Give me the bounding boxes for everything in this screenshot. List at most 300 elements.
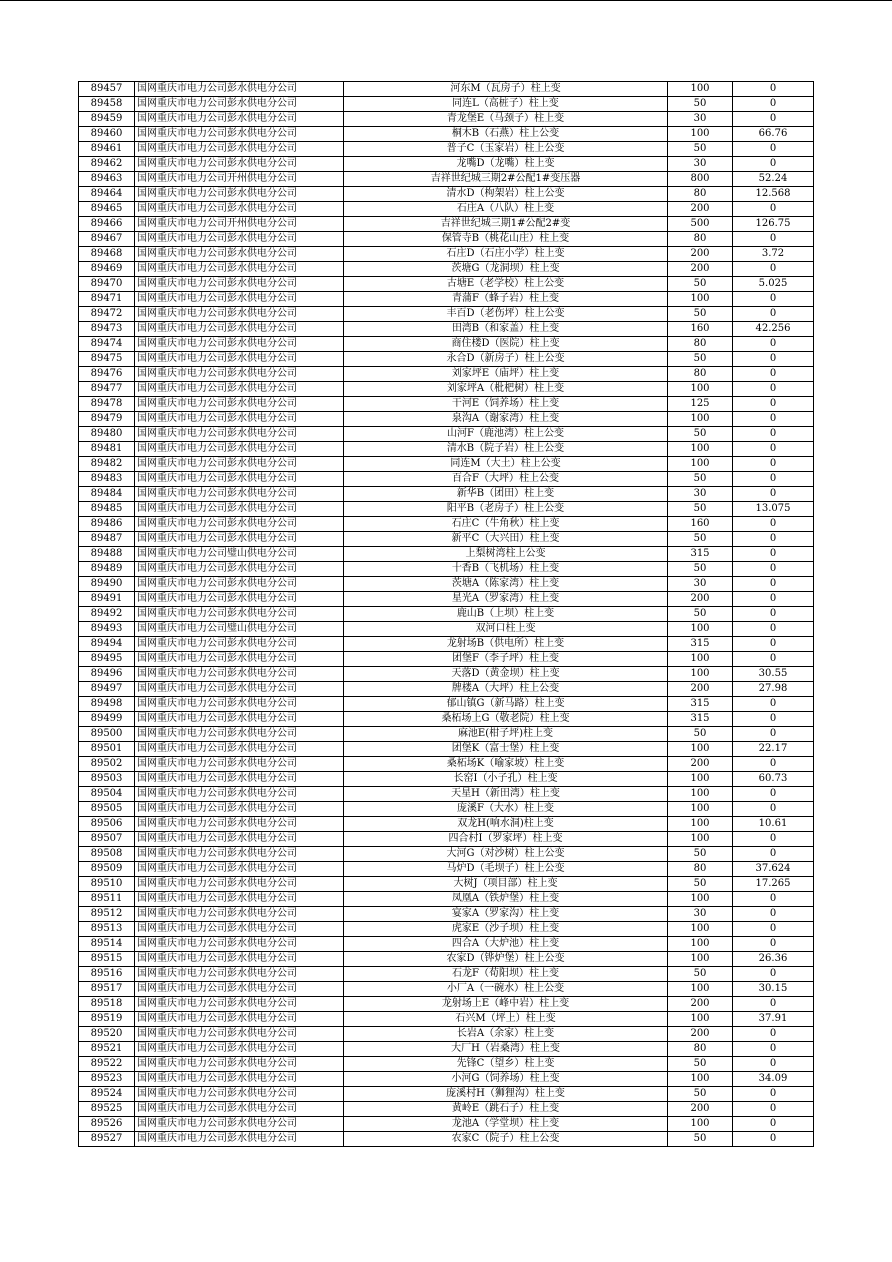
capacity-cell: 50	[668, 562, 733, 577]
table-row	[79, 952, 814, 967]
table-row	[79, 712, 814, 727]
value-cell: 0	[733, 367, 814, 382]
table-row	[79, 982, 814, 997]
row-id-cell: 89494	[79, 637, 135, 652]
transformer-name-cell: 石庄A（八队）柱上变	[344, 202, 668, 217]
transformer-name-cell: 丰百D（老伤坪）柱上公变	[344, 307, 668, 322]
row-id-cell: 89527	[79, 1132, 135, 1147]
value-cell: 0	[733, 907, 814, 922]
transformer-name-cell: 石兴M（坪上）柱上变	[344, 1012, 668, 1027]
transformer-name-cell: 泉沟A（谢家湾）柱上变	[344, 412, 668, 427]
table-row	[79, 877, 814, 892]
transformer-name-cell: 吉祥世纪城三期2#公配1#变压器	[344, 172, 668, 187]
company-cell: 国网重庆市电力公司彭水供电分公司	[135, 142, 344, 157]
row-id-cell: 89489	[79, 562, 135, 577]
table-row	[79, 697, 814, 712]
row-id-cell: 89469	[79, 262, 135, 277]
transformer-name-cell: 新平C（大兴田）柱上变	[344, 532, 668, 547]
table-row	[79, 442, 814, 457]
value-cell: 0	[733, 937, 814, 952]
transformer-name-cell: 小河G（饲养场）柱上变	[344, 1072, 668, 1087]
transformer-name-cell: 桐木B（石燕）柱上公变	[344, 127, 668, 142]
value-cell: 0	[733, 1102, 814, 1117]
capacity-cell: 200	[668, 202, 733, 217]
company-cell: 国网重庆市电力公司彭水供电分公司	[135, 892, 344, 907]
table-row	[79, 202, 814, 217]
transformer-name-cell: 永合D（新房子）柱上公变	[344, 352, 668, 367]
table-row	[79, 742, 814, 757]
transformer-name-cell: 长窑I（小子孔）柱上变	[344, 772, 668, 787]
transformer-name-cell: 清水B（院子岩）柱上公变	[344, 442, 668, 457]
row-id-cell: 89511	[79, 892, 135, 907]
transformer-name-cell: 阳平B（老房子）柱上公变	[344, 502, 668, 517]
company-cell: 国网重庆市电力公司彭水供电分公司	[135, 607, 344, 622]
transformer-name-cell: 茨塘G（龙洞坝）柱上变	[344, 262, 668, 277]
company-cell: 国网重庆市电力公司彭水供电分公司	[135, 562, 344, 577]
capacity-cell: 80	[668, 1042, 733, 1057]
table-row	[79, 637, 814, 652]
table-row	[79, 1132, 814, 1147]
row-id-cell: 89491	[79, 592, 135, 607]
value-cell: 22.17	[733, 742, 814, 757]
company-cell: 国网重庆市电力公司彭水供电分公司	[135, 1012, 344, 1027]
company-cell: 国网重庆市电力公司彭水供电分公司	[135, 1072, 344, 1087]
capacity-cell: 315	[668, 637, 733, 652]
value-cell: 0	[733, 577, 814, 592]
table-row	[79, 1057, 814, 1072]
transformer-name-cell: 河东M（瓦房子）柱上变	[344, 82, 668, 97]
value-cell: 126.75	[733, 217, 814, 232]
table-row	[79, 172, 814, 187]
capacity-cell: 200	[668, 262, 733, 277]
transformer-name-cell: 清水D（枸架岩）柱上公变	[344, 187, 668, 202]
row-id-cell: 89485	[79, 502, 135, 517]
value-cell: 0	[733, 757, 814, 772]
value-cell: 34.09	[733, 1072, 814, 1087]
value-cell: 0	[733, 1042, 814, 1057]
transformer-name-cell: 牌楼A（大坪）柱上公变	[344, 682, 668, 697]
row-id-cell: 89461	[79, 142, 135, 157]
value-cell: 0	[733, 427, 814, 442]
company-cell: 国网重庆市电力公司彭水供电分公司	[135, 1132, 344, 1147]
table-row	[79, 397, 814, 412]
capacity-cell: 100	[668, 787, 733, 802]
table-row	[79, 97, 814, 112]
capacity-cell: 200	[668, 1027, 733, 1042]
table-row	[79, 277, 814, 292]
capacity-cell: 100	[668, 457, 733, 472]
transformer-name-cell: 大河G（对沙树）柱上公变	[344, 847, 668, 862]
capacity-cell: 100	[668, 622, 733, 637]
capacity-cell: 200	[668, 247, 733, 262]
capacity-cell: 50	[668, 877, 733, 892]
table-row	[79, 427, 814, 442]
row-id-cell: 89508	[79, 847, 135, 862]
row-id-cell: 89500	[79, 727, 135, 742]
capacity-cell: 100	[668, 412, 733, 427]
table-row	[79, 262, 814, 277]
transformer-name-cell: 吉祥世纪城三期1#公配2#变	[344, 217, 668, 232]
table-row	[79, 517, 814, 532]
transformer-name-cell: 古塘E（老学校）柱上公变	[344, 277, 668, 292]
transformer-name-cell: 田湾B（和家盖）柱上变	[344, 322, 668, 337]
company-cell: 国网重庆市电力公司彭水供电分公司	[135, 817, 344, 832]
value-cell: 0	[733, 412, 814, 427]
row-id-cell: 89496	[79, 667, 135, 682]
table-row	[79, 802, 814, 817]
company-cell: 国网重庆市电力公司彭水供电分公司	[135, 652, 344, 667]
table-row	[79, 247, 814, 262]
transformer-name-cell: 青蒲F（蜂子岩）柱上变	[344, 292, 668, 307]
transformer-name-cell: 保管寺B（桃花山庄）柱上变	[344, 232, 668, 247]
table-row	[79, 757, 814, 772]
company-cell: 国网重庆市电力公司彭水供电分公司	[135, 382, 344, 397]
row-id-cell: 89482	[79, 457, 135, 472]
company-cell: 国网重庆市电力公司彭水供电分公司	[135, 637, 344, 652]
transformer-name-cell: 同连L（高桩子）柱上变	[344, 97, 668, 112]
value-cell: 0	[733, 607, 814, 622]
value-cell: 10.61	[733, 817, 814, 832]
capacity-cell: 100	[668, 982, 733, 997]
company-cell: 国网重庆市电力公司彭水供电分公司	[135, 1102, 344, 1117]
value-cell: 0	[733, 622, 814, 637]
row-id-cell: 89477	[79, 382, 135, 397]
row-id-cell: 89513	[79, 922, 135, 937]
table-row	[79, 292, 814, 307]
row-id-cell: 89492	[79, 607, 135, 622]
capacity-cell: 100	[668, 1072, 733, 1087]
row-id-cell: 89468	[79, 247, 135, 262]
transformer-name-cell: 天落D（黄金坝）柱上变	[344, 667, 668, 682]
company-cell: 国网重庆市电力公司彭水供电分公司	[135, 667, 344, 682]
transformer-name-cell: 刘家坪E（庙坪）柱上变	[344, 367, 668, 382]
row-id-cell: 89479	[79, 412, 135, 427]
row-id-cell: 89488	[79, 547, 135, 562]
transformer-name-cell: 虎家E（沙子坝）柱上变	[344, 922, 668, 937]
company-cell: 国网重庆市电力公司彭水供电分公司	[135, 922, 344, 937]
table-row	[79, 232, 814, 247]
capacity-cell: 100	[668, 772, 733, 787]
table-row	[79, 1102, 814, 1117]
capacity-cell: 100	[668, 1117, 733, 1132]
table-row	[79, 457, 814, 472]
row-id-cell: 89525	[79, 1102, 135, 1117]
transformer-name-cell: 桑柘场上G（敬老院）柱上变	[344, 712, 668, 727]
row-id-cell: 89495	[79, 652, 135, 667]
value-cell: 0	[733, 97, 814, 112]
transformer-name-cell: 团堡K（富士堡）柱上变	[344, 742, 668, 757]
company-cell: 国网重庆市电力公司彭水供电分公司	[135, 742, 344, 757]
capacity-cell: 80	[668, 862, 733, 877]
row-id-cell: 89519	[79, 1012, 135, 1027]
value-cell: 0	[733, 232, 814, 247]
table-row	[79, 127, 814, 142]
capacity-cell: 100	[668, 127, 733, 142]
company-cell: 国网重庆市电力公司彭水供电分公司	[135, 772, 344, 787]
row-id-cell: 89510	[79, 877, 135, 892]
value-cell: 0	[733, 1057, 814, 1072]
transformer-name-cell: 新华B（团田）柱上变	[344, 487, 668, 502]
company-cell: 国网重庆市电力公司彭水供电分公司	[135, 697, 344, 712]
capacity-cell: 200	[668, 592, 733, 607]
company-cell: 国网重庆市电力公司彭水供电分公司	[135, 727, 344, 742]
capacity-cell: 30	[668, 157, 733, 172]
capacity-cell: 50	[668, 1087, 733, 1102]
table-row	[79, 352, 814, 367]
capacity-cell: 50	[668, 532, 733, 547]
row-id-cell: 89507	[79, 832, 135, 847]
row-id-cell: 89512	[79, 907, 135, 922]
transformer-name-cell: 上梨树湾柱上公变	[344, 547, 668, 562]
company-cell: 国网重庆市电力公司彭水供电分公司	[135, 202, 344, 217]
value-cell: 30.15	[733, 982, 814, 997]
company-cell: 国网重庆市电力公司彭水供电分公司	[135, 1057, 344, 1072]
capacity-cell: 50	[668, 502, 733, 517]
company-cell: 国网重庆市电力公司彭水供电分公司	[135, 187, 344, 202]
capacity-cell: 30	[668, 907, 733, 922]
company-cell: 国网重庆市电力公司彭水供电分公司	[135, 952, 344, 967]
capacity-cell: 80	[668, 187, 733, 202]
row-id-cell: 89526	[79, 1117, 135, 1132]
table-row	[79, 1042, 814, 1057]
table-row	[79, 112, 814, 127]
value-cell: 37.91	[733, 1012, 814, 1027]
transformer-name-cell: 麻池E(柑子坪)柱上变	[344, 727, 668, 742]
transformer-name-cell: 长岩A（余家）柱上变	[344, 1027, 668, 1042]
value-cell: 0	[733, 787, 814, 802]
row-id-cell: 89462	[79, 157, 135, 172]
company-cell: 国网重庆市电力公司彭水供电分公司	[135, 847, 344, 862]
page-top-rule	[0, 0, 892, 1]
table-row	[79, 997, 814, 1012]
row-id-cell: 89472	[79, 307, 135, 322]
transformer-name-cell: 星光A（罗家湾）柱上变	[344, 592, 668, 607]
row-id-cell: 89458	[79, 97, 135, 112]
capacity-cell: 315	[668, 697, 733, 712]
value-cell: 0	[733, 727, 814, 742]
table-row	[79, 157, 814, 172]
value-cell: 0	[733, 697, 814, 712]
transformer-name-cell: 茨塘A（陈家湾）柱上变	[344, 577, 668, 592]
capacity-cell: 100	[668, 292, 733, 307]
transformer-name-cell: 双龙H(响水洞)柱上变	[344, 817, 668, 832]
table-row	[79, 817, 814, 832]
value-cell: 52.24	[733, 172, 814, 187]
row-id-cell: 89463	[79, 172, 135, 187]
company-cell: 国网重庆市电力公司彭水供电分公司	[135, 877, 344, 892]
capacity-cell: 50	[668, 472, 733, 487]
company-cell: 国网重庆市电力公司彭水供电分公司	[135, 262, 344, 277]
capacity-cell: 100	[668, 382, 733, 397]
table-row	[79, 487, 814, 502]
company-cell: 国网重庆市电力公司彭水供电分公司	[135, 712, 344, 727]
row-id-cell: 89473	[79, 322, 135, 337]
table-body	[79, 82, 814, 1147]
table-row	[79, 412, 814, 427]
capacity-cell: 100	[668, 667, 733, 682]
table-row	[79, 607, 814, 622]
transformer-name-cell: 干河E（饲养场）柱上变	[344, 397, 668, 412]
value-cell: 13.075	[733, 502, 814, 517]
row-id-cell: 89498	[79, 697, 135, 712]
value-cell: 0	[733, 637, 814, 652]
transformer-name-cell: 郁山镇G（新马路）柱上变	[344, 697, 668, 712]
table-row	[79, 1012, 814, 1027]
row-id-cell: 89493	[79, 622, 135, 637]
row-id-cell: 89497	[79, 682, 135, 697]
row-id-cell: 89521	[79, 1042, 135, 1057]
company-cell: 国网重庆市电力公司彭水供电分公司	[135, 472, 344, 487]
row-id-cell: 89516	[79, 967, 135, 982]
company-cell: 国网重庆市电力公司彭水供电分公司	[135, 862, 344, 877]
company-cell: 国网重庆市电力公司彭水供电分公司	[135, 457, 344, 472]
value-cell: 0	[733, 442, 814, 457]
value-cell: 30.55	[733, 667, 814, 682]
company-cell: 国网重庆市电力公司彭水供电分公司	[135, 577, 344, 592]
row-id-cell: 89506	[79, 817, 135, 832]
table-row	[79, 562, 814, 577]
transformer-name-cell: 大树J（项目部）柱上变	[344, 877, 668, 892]
transformer-name-cell: 天星H（新田湾）柱上变	[344, 787, 668, 802]
capacity-cell: 200	[668, 1102, 733, 1117]
row-id-cell: 89460	[79, 127, 135, 142]
table-row	[79, 142, 814, 157]
value-cell: 0	[733, 652, 814, 667]
value-cell: 42.256	[733, 322, 814, 337]
company-cell: 国网重庆市电力公司彭水供电分公司	[135, 832, 344, 847]
transformer-name-cell: 凤凰A（铁炉堡）柱上变	[344, 892, 668, 907]
capacity-cell: 30	[668, 487, 733, 502]
capacity-cell: 50	[668, 1132, 733, 1147]
table-row	[79, 787, 814, 802]
capacity-cell: 100	[668, 652, 733, 667]
transformer-name-cell: 石庄C（牛角秋）柱上变	[344, 517, 668, 532]
capacity-cell: 200	[668, 997, 733, 1012]
value-cell: 0	[733, 157, 814, 172]
table-row	[79, 922, 814, 937]
row-id-cell: 89457	[79, 82, 135, 97]
table-row	[79, 727, 814, 742]
capacity-cell: 50	[668, 307, 733, 322]
value-cell: 26.36	[733, 952, 814, 967]
company-cell: 国网重庆市电力公司彭水供电分公司	[135, 397, 344, 412]
capacity-cell: 315	[668, 712, 733, 727]
value-cell: 12.568	[733, 187, 814, 202]
table-row	[79, 1027, 814, 1042]
company-cell: 国网重庆市电力公司彭水供电分公司	[135, 802, 344, 817]
value-cell: 0	[733, 922, 814, 937]
transformer-name-cell: 团堡F（李子坪）柱上变	[344, 652, 668, 667]
capacity-cell: 100	[668, 82, 733, 97]
transformer-name-cell: 石庄D（石庄小学）柱上变	[344, 247, 668, 262]
value-cell: 0	[733, 457, 814, 472]
transformer-name-cell: 农家C（院子）柱上公变	[344, 1132, 668, 1147]
row-id-cell: 89487	[79, 532, 135, 547]
value-cell: 0	[733, 1132, 814, 1147]
value-cell: 0	[733, 712, 814, 727]
company-cell: 国网重庆市电力公司彭水供电分公司	[135, 427, 344, 442]
transformer-name-cell: 龙池A（学堂坝）柱上变	[344, 1117, 668, 1132]
transformer-name-cell: 双河口柱上变	[344, 622, 668, 637]
transformer-name-cell: 鹿山B（上坝）柱上变	[344, 607, 668, 622]
value-cell: 37.624	[733, 862, 814, 877]
row-id-cell: 89464	[79, 187, 135, 202]
row-id-cell: 89474	[79, 337, 135, 352]
transformer-name-cell: 商住楼D（医院）柱上变	[344, 337, 668, 352]
capacity-cell: 125	[668, 397, 733, 412]
table-row	[79, 937, 814, 952]
row-id-cell: 89465	[79, 202, 135, 217]
capacity-cell: 50	[668, 1057, 733, 1072]
company-cell: 国网重庆市电力公司彭水供电分公司	[135, 532, 344, 547]
company-cell: 国网重庆市电力公司彭水供电分公司	[135, 982, 344, 997]
row-id-cell: 89475	[79, 352, 135, 367]
transformer-name-cell: 青龙堡E（马颈子）柱上变	[344, 112, 668, 127]
row-id-cell: 89515	[79, 952, 135, 967]
capacity-cell: 100	[668, 937, 733, 952]
capacity-cell: 100	[668, 892, 733, 907]
table-row	[79, 967, 814, 982]
value-cell: 27.98	[733, 682, 814, 697]
value-cell: 0	[733, 142, 814, 157]
table-row	[79, 187, 814, 202]
transformer-name-cell: 庞溪F（大水）柱上变	[344, 802, 668, 817]
table-row	[79, 1117, 814, 1132]
row-id-cell: 89471	[79, 292, 135, 307]
table-row	[79, 652, 814, 667]
table-row	[79, 322, 814, 337]
table-row	[79, 577, 814, 592]
value-cell: 3.72	[733, 247, 814, 262]
table-row	[79, 82, 814, 97]
table-row	[79, 472, 814, 487]
value-cell: 0	[733, 487, 814, 502]
value-cell: 0	[733, 517, 814, 532]
company-cell: 国网重庆市电力公司彭水供电分公司	[135, 322, 344, 337]
company-cell: 国网重庆市电力公司开州供电分公司	[135, 217, 344, 232]
row-id-cell: 89470	[79, 277, 135, 292]
value-cell: 0	[733, 397, 814, 412]
value-cell: 0	[733, 592, 814, 607]
row-id-cell: 89480	[79, 427, 135, 442]
capacity-cell: 100	[668, 1012, 733, 1027]
row-id-cell: 89517	[79, 982, 135, 997]
transformer-name-cell: 小厂A（一碗水）柱上公变	[344, 982, 668, 997]
capacity-cell: 800	[668, 172, 733, 187]
company-cell: 国网重庆市电力公司彭水供电分公司	[135, 517, 344, 532]
company-cell: 国网重庆市电力公司彭水供电分公司	[135, 1087, 344, 1102]
company-cell: 国网重庆市电力公司彭水供电分公司	[135, 247, 344, 262]
capacity-cell: 100	[668, 817, 733, 832]
capacity-cell: 500	[668, 217, 733, 232]
table-row	[79, 832, 814, 847]
capacity-cell: 100	[668, 832, 733, 847]
row-id-cell: 89484	[79, 487, 135, 502]
capacity-cell: 100	[668, 952, 733, 967]
value-cell: 0	[733, 832, 814, 847]
transformer-name-cell: 四合村I（罗家坪）柱上变	[344, 832, 668, 847]
company-cell: 国网重庆市电力公司彭水供电分公司	[135, 1042, 344, 1057]
capacity-cell: 50	[668, 607, 733, 622]
row-id-cell: 89514	[79, 937, 135, 952]
table-row	[79, 847, 814, 862]
row-id-cell: 89524	[79, 1087, 135, 1102]
transformer-name-cell: 山河F（鹿池湾）柱上公变	[344, 427, 668, 442]
row-id-cell: 89505	[79, 802, 135, 817]
value-cell: 17.265	[733, 877, 814, 892]
table-row	[79, 592, 814, 607]
transformer-name-cell: 宴家A（罗家沟）柱上变	[344, 907, 668, 922]
